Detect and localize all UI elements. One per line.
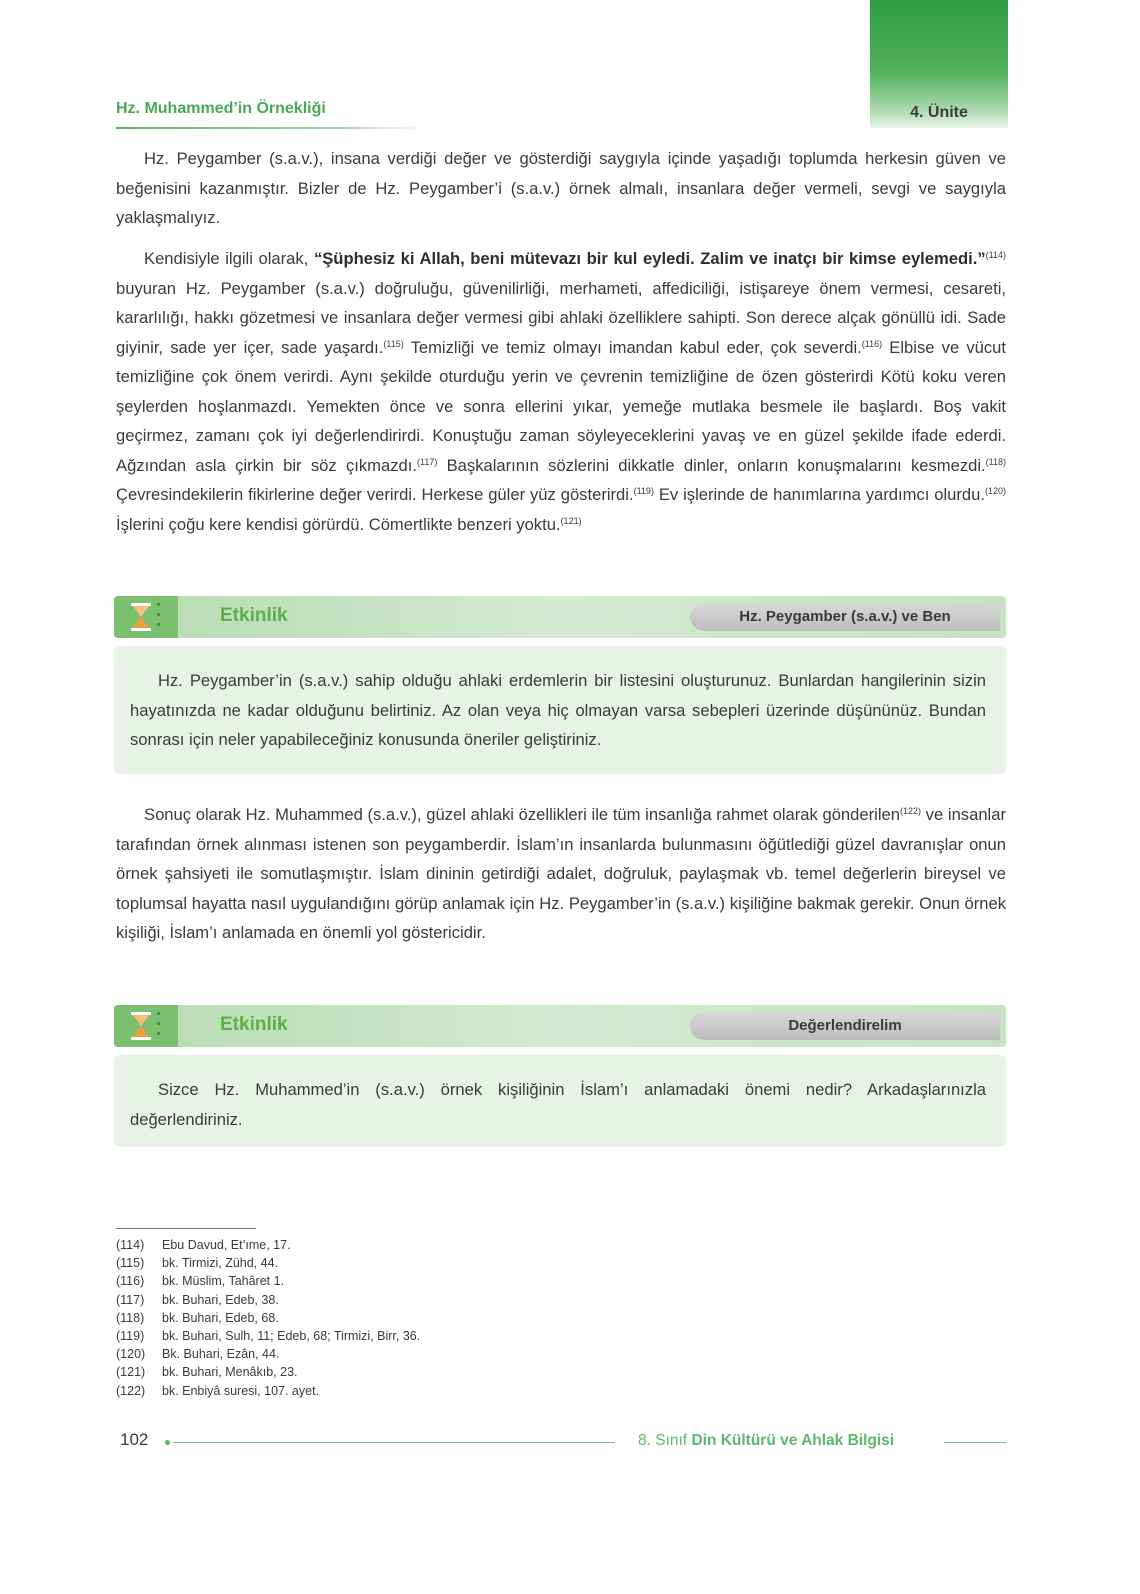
footnote-number: (121) — [116, 1365, 146, 1380]
footer-dot — [165, 1440, 170, 1445]
activity-body-1 — [114, 646, 1006, 774]
paragraph-1: Hz. Peygamber (s.a.v.), insana verdiği değer ve gösterdiği saygıyla içinde yaşadığı toplumda herkesin güven ve beğenisini kazanmıştır. Bizler de Hz. Peygamber’i (s.a.v.) örnek almalı, insanlara değer vermeli, sevgi ve saygıyla yaklaşmalıyız. — [116, 149, 1006, 227]
p2-s7: İşlerini çoğu kere kendisi görürdü. Cömertlikte benzeri yoktu. — [116, 514, 561, 534]
paragraph-3 — [116, 800, 1006, 948]
footnote-number: (114) — [116, 1238, 145, 1252]
footnote-number: (120) — [116, 1347, 146, 1362]
activity-text-2: Sizce Hz. Muhammed’in (s.a.v.) örnek kişiliğinin İslam’ı anlamadaki önemi nedir? Arkadaşlarınızla değerlendiriniz. — [130, 1080, 986, 1129]
footnote-item — [116, 1345, 420, 1363]
footnote-text: Bk. Buhari, Ezân, 44. — [162, 1347, 280, 1362]
footnote-number: (119) — [116, 1329, 145, 1344]
activity-body-2 — [114, 1055, 1006, 1147]
book-prefix: 8. Sınıf — [638, 1432, 688, 1449]
page-number: 102 — [120, 1430, 149, 1449]
p2-s4: Başkalarının sözlerini dikkatle dinler, onların konuşmalarını kesmezdi. — [437, 455, 986, 475]
activity-title-2: Etkinlik — [220, 1014, 288, 1035]
ref-121: (121) — [560, 515, 582, 526]
paragraph-2 — [116, 244, 1006, 539]
ref-120: (120) — [984, 486, 1006, 496]
unit-label: 4. Ünite — [910, 104, 968, 121]
ref-115: (115) — [383, 338, 404, 349]
p3-s1: Sonuç olarak Hz. Muhammed (s.a.v.), güzel ahlaki özellikleri ile tüm insanlığa rahmet olarak gönderilen — [144, 805, 900, 824]
p2-s3: Elbise ve vücut temizliğine çok önem verirdi. Aynı şekilde oturduğu yerin ve çevrenin temizliğine de özen gösterirdi Kötü koku veren şeylerden hoşlanmazdı. Yemekten önce ve sonra ellerini yıkar, yemeğe mutlaka besmele ile başlardı. Boş vakit geçirmez, zamanı çok iyi değerlendirirdi. Konuştuğu zaman söyleyeceklerini yavaş ve en güzel şekilde ifade ederdi. Ağzından asla çirkin bir söz çıkmazdı. — [116, 337, 1007, 475]
footnote-text: bk. Tirmizi, Zühd, 44. — [162, 1256, 279, 1271]
footer-line-left — [173, 1442, 615, 1443]
activity-text-1: Hz. Peygamber’in (s.a.v.) sahip olduğu ahlaki erdemlerin bir listesini oluşturunuz. Bunlardan hangilerinin sizin hayatınızda ne kadar olduğunu belirtiniz. Az olan veya hiç olmayan varsa sebepleri üzerinde düşününüz. Bundan sonrası için neler yapabileceğiniz konusunda öneriler geliştiriniz. — [130, 671, 986, 749]
footnote-item — [116, 1254, 420, 1272]
footnote-text: Ebu Davud, Et’ıme, 17. — [162, 1238, 291, 1252]
p2-intro: Kendisiyle ilgili olarak, — [144, 249, 314, 268]
activity-tag-2: Değerlendirelim — [690, 1012, 1000, 1040]
activity-tag-1: Hz. Peygamber (s.a.v.) ve Ben — [690, 603, 1000, 631]
footnote-item — [116, 1327, 420, 1345]
p2-quote: “Şüphesiz ki Allah, beni mütevazı bir kul eyledi. Zalim ve inatçı bir kimse eylemedi.” — [313, 249, 986, 268]
footnote-text: bk. Buhari, Menâkıb, 23. — [162, 1365, 298, 1380]
footnote-text: bk. Buhari, Edeb, 68. — [162, 1310, 279, 1325]
activity-header-2 — [114, 1005, 1006, 1047]
footnote-number: (115) — [116, 1256, 145, 1271]
p3-s2: ve insanlar tarafından örnek alınması istenen son peygamberdir. İslam’ın insanlarda bulunmasını öğütlediği güzel davranışlar onun örnek şahsiyeti ile somutlaşmıştır. İslam dininin getirdiği adalet, doğruluk, paylaşmak vb. temel değerlerin bireysel ve toplumsal hayatta nasıl uygulandığını görüp anlamak için Hz. Peygamber’in (s.a.v.) kişiliğine bakmak gerekir. Onun örnek kişiliği, İslam’ı anlamada en önemli yol göstericidir. — [116, 805, 1006, 942]
ref-118: (118) — [985, 456, 1006, 467]
footnote-number: (118) — [116, 1310, 145, 1325]
footnote-item — [116, 1309, 420, 1327]
p2-s1: buyuran Hz. Peygamber (s.a.v.) doğruluğu, güvenilirliği, merhameti, affediciliği, istişareye önem vermesi, cesareti, kararlılığı, hakkı gözetmesi ve insanlara değer vermesi gibi ahlaki özelliklere sahipti. Son derece alçak gönüllü idi. Sade giyinir, sade yer içer, sade yaşardı. — [116, 278, 1006, 357]
book-title — [638, 1432, 894, 1450]
activity-title-1: Etkinlik — [220, 605, 288, 626]
footnote-item — [116, 1291, 420, 1309]
footnote-item — [116, 1363, 420, 1381]
footnote-number: (117) — [116, 1292, 145, 1307]
footnote-rule — [116, 1228, 256, 1229]
chapter-title: Hz. Muhammed’in Örnekliği — [116, 100, 326, 117]
footnote-text: bk. Buhari, Edeb, 38. — [162, 1292, 279, 1307]
ref-117: (117) — [416, 456, 438, 467]
p2-s2: Temizliği ve temiz olmayı imandan kabul eder, çok severdi. — [403, 337, 862, 357]
hourglass-icon — [114, 596, 178, 638]
book-title-bold: Din Kültürü ve Ahlak Bilgisi — [691, 1432, 895, 1449]
ref-116: (116) — [861, 338, 883, 349]
activity-header-1 — [114, 596, 1006, 638]
footnote-text: bk. Müslim, Tahâret 1. — [162, 1274, 285, 1289]
footnote-item — [116, 1272, 420, 1290]
footnote-text: bk. Buhari, Sulh, 11; Edeb, 68; Tirmizi, Birr, 36. — [162, 1329, 421, 1344]
footnotes — [116, 1236, 420, 1400]
chapter-rule — [116, 127, 426, 129]
footnote-text: bk. Enbiyâ suresi, 107. ayet. — [162, 1383, 320, 1398]
ref-122: (122) — [899, 806, 921, 816]
hourglass-icon — [114, 1005, 178, 1047]
footnote-item — [116, 1382, 420, 1400]
p2-s6: Ev işlerinde de hanımlarına yardımcı olurdu. — [653, 485, 985, 504]
footnote-number: (122) — [116, 1383, 146, 1398]
ref-114: (114) — [985, 250, 1006, 260]
footer-line-right — [944, 1442, 1006, 1443]
footnote-item — [116, 1236, 420, 1254]
footnote-number: (116) — [116, 1274, 145, 1289]
ref-119: (119) — [633, 486, 654, 496]
p2-s5: Çevresindekilerin fikirlerine değer verirdi. Herkese güler yüz gösterirdi. — [116, 485, 634, 504]
